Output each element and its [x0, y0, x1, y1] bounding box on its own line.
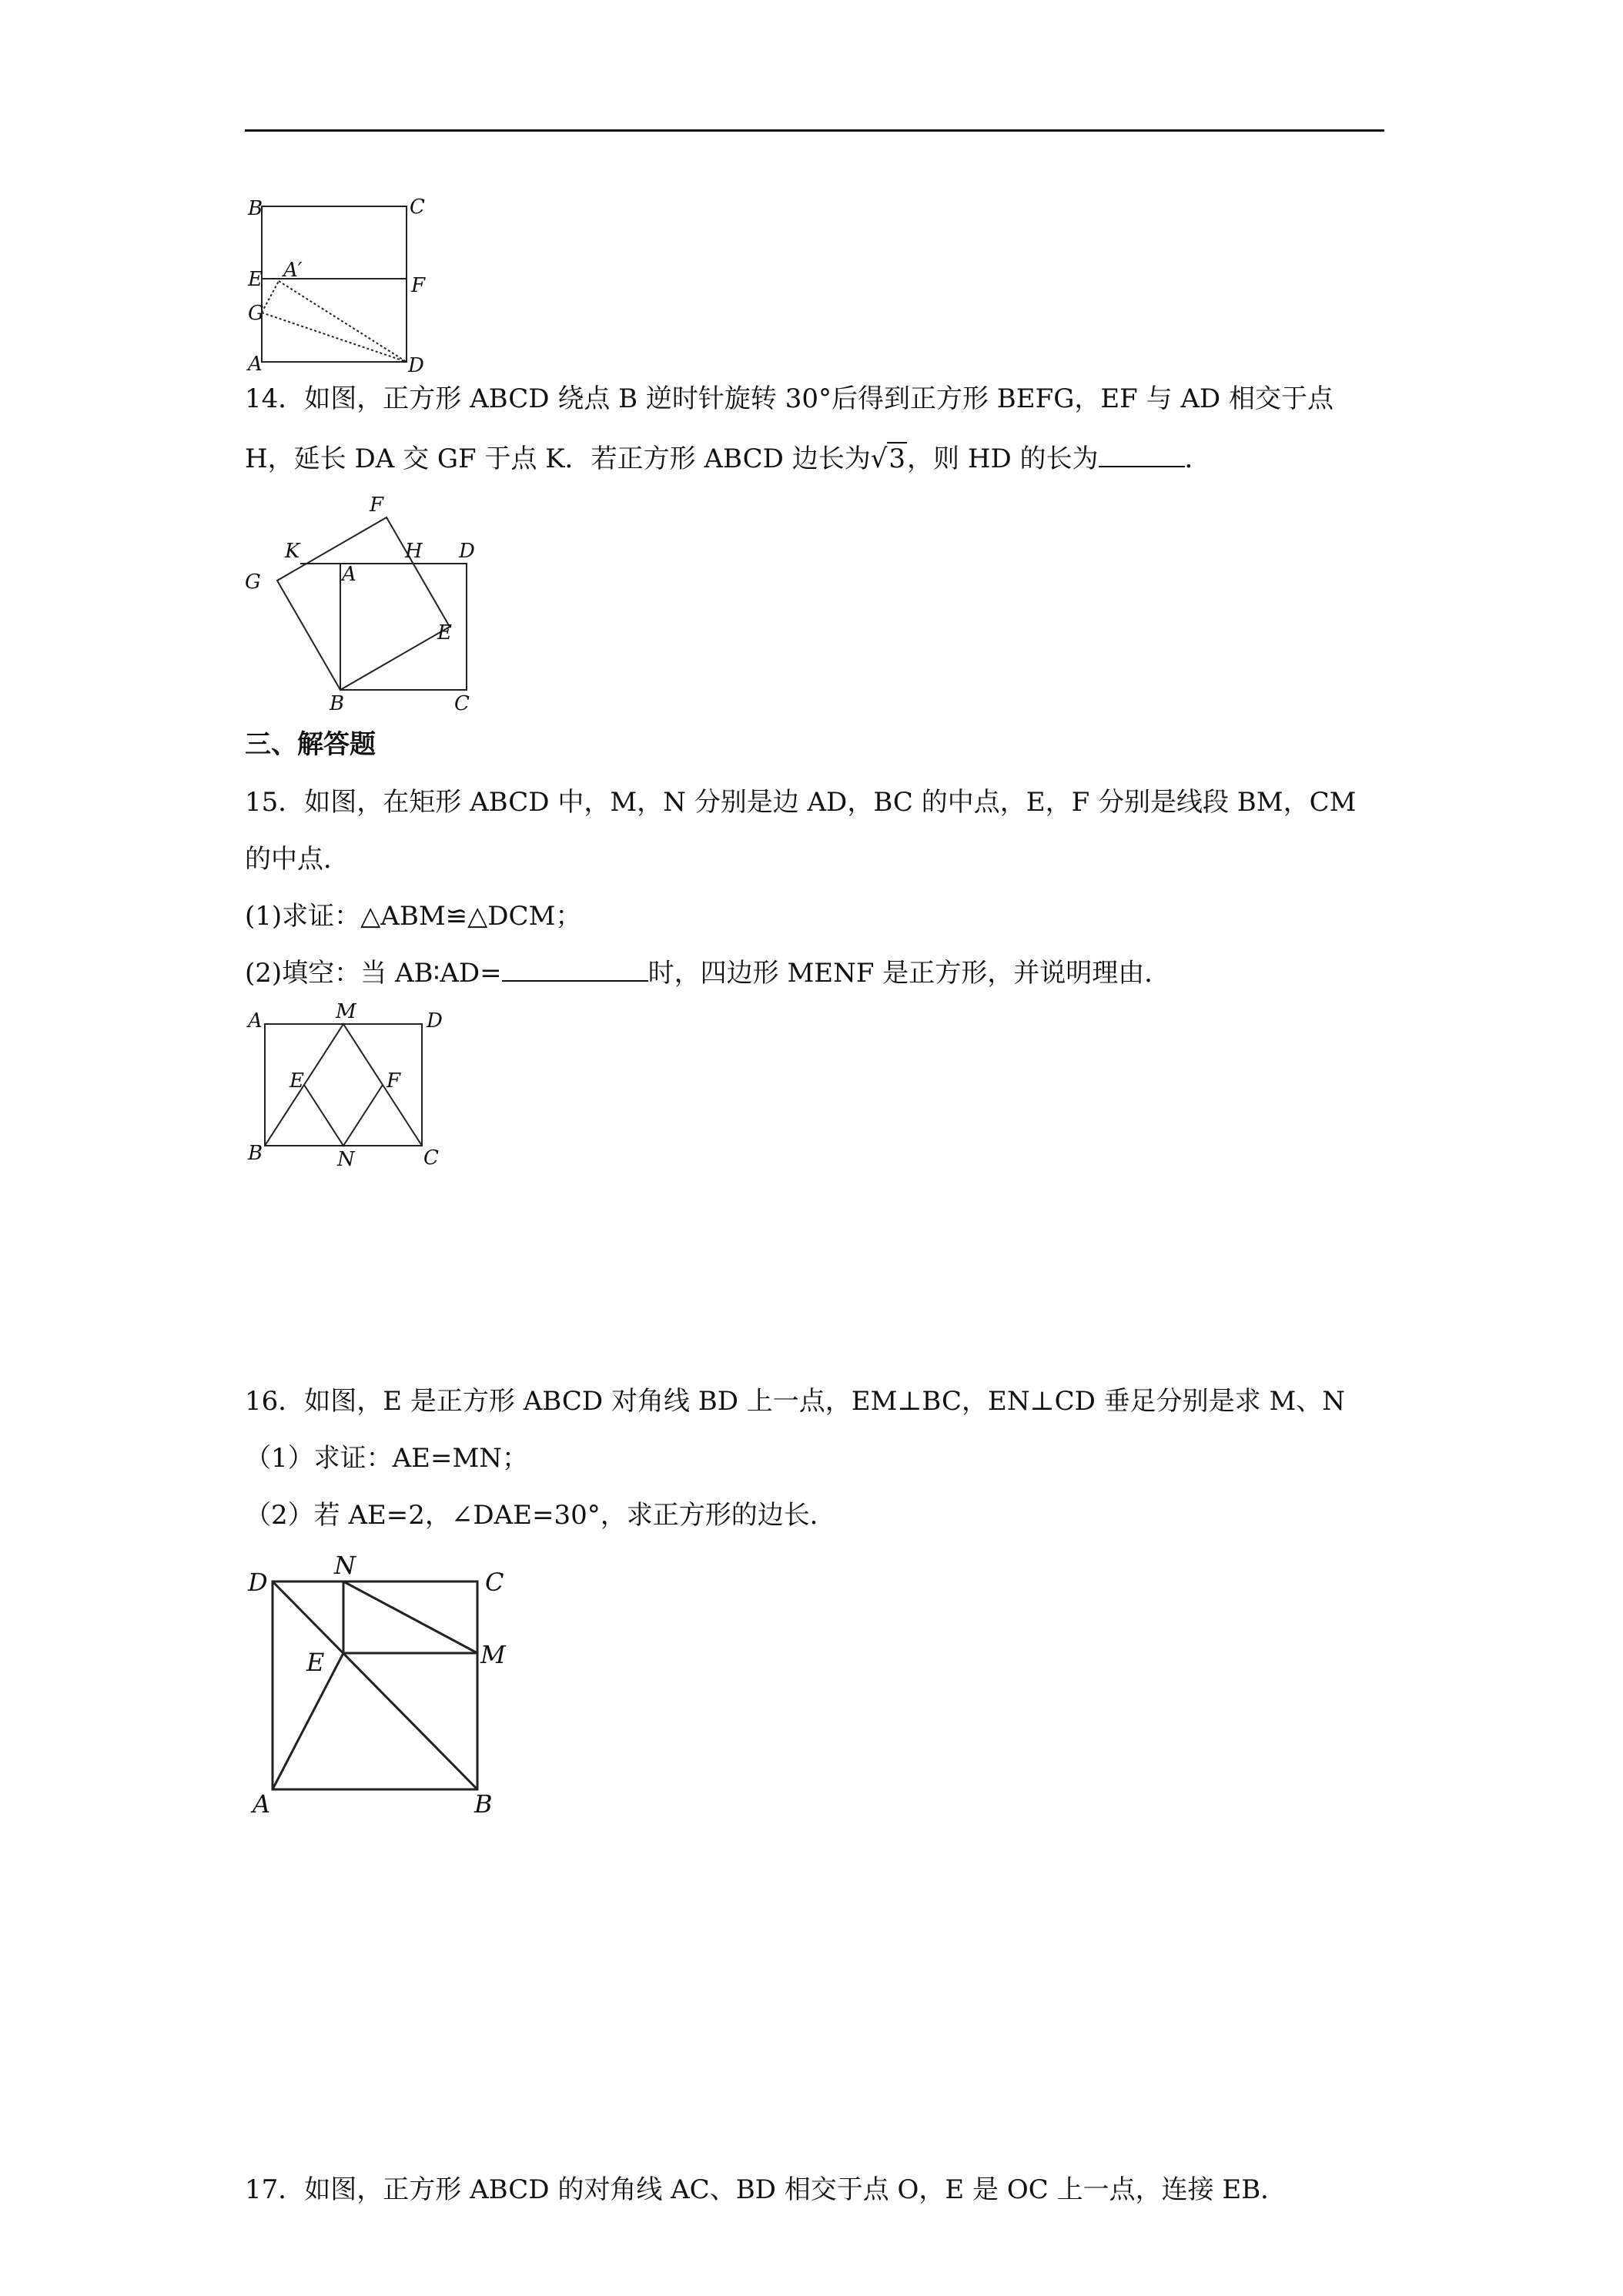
label-d: D — [408, 354, 424, 377]
label-a: A — [248, 1009, 263, 1033]
q16-line-1: 16．如图，E 是正方形 ABCD 对角线 BD 上一点，EM⊥BC，EN⊥CD 垂足分别是求 M、N — [245, 1386, 1346, 1417]
q14-line-2 — [245, 442, 1211, 476]
label-f: F — [411, 274, 426, 297]
figure-q13 — [245, 196, 445, 377]
label-c: C — [423, 1146, 439, 1170]
label-m: M — [336, 1000, 356, 1023]
answer-blank-q15[interactable] — [502, 957, 648, 982]
square-befg — [277, 517, 450, 690]
q16-part-2: （2）若 AE=2，∠DAE=30°，求正方形的边长． — [245, 1500, 836, 1531]
label-d: D — [427, 1009, 443, 1033]
figure-q16 — [245, 1548, 522, 1817]
label-g: G — [245, 571, 261, 594]
answer-blank-q14[interactable] — [1099, 443, 1185, 467]
sqrt-radicand: 3 — [888, 443, 906, 474]
segments-en-nf — [304, 1085, 383, 1146]
q17-line-1: 17．如图，正方形 ABCD 的对角线 AC、BD 相交于点 O，E 是 OC 上一点，连接 EB． — [245, 2174, 1287, 2205]
label-k: K — [285, 540, 300, 563]
label-f: F — [370, 494, 384, 517]
label-g: G — [248, 302, 264, 325]
label-a: A — [253, 1789, 271, 1819]
figure-q15 — [245, 1001, 445, 1178]
segment-a1d — [279, 281, 407, 362]
diagonal-bd — [273, 1581, 477, 1789]
label-a: A — [248, 353, 263, 376]
label-b: B — [248, 197, 263, 220]
sqrt-3 — [871, 442, 907, 476]
q16-part-1: （1）求证：AE=MN； — [245, 1443, 529, 1474]
section-3-heading: 三、解答题 — [245, 729, 376, 760]
label-c: C — [454, 692, 470, 715]
label-n: N — [334, 1551, 356, 1580]
label-b: B — [330, 692, 345, 715]
label-c: C — [485, 1568, 504, 1597]
q15-part-1: (1)求证：△ABM≌△DCM； — [245, 901, 582, 932]
label-a-prime: A′ — [283, 259, 303, 282]
label-b: B — [474, 1789, 493, 1819]
label-a: A — [342, 563, 356, 586]
label-c: C — [410, 196, 425, 219]
label-h: H — [405, 540, 423, 563]
segment-nm — [343, 1581, 477, 1653]
label-m: M — [480, 1640, 506, 1669]
q15-part-2-post: 时，四边形 MENF 是正方形，并说明理由． — [648, 958, 1171, 989]
label-e: E — [248, 268, 263, 291]
header-rule — [245, 129, 1384, 132]
q15-line-1: 15．如图，在矩形 ABCD 中，M，N 分别是边 AD，BC 的中点，E，F 分别是线段 BM，CM — [245, 787, 1357, 818]
segment-ga1 — [262, 281, 279, 313]
sqrt-sign: √ — [870, 443, 888, 474]
label-f: F — [387, 1069, 401, 1093]
q14-line-2-end: ． — [1184, 443, 1211, 474]
label-b: B — [248, 1142, 263, 1165]
label-e: E — [289, 1069, 304, 1093]
q14-line-1: 14．如图，正方形 ABCD 绕点 B 逆时针旋转 30°后得到正方形 BEFG，EF 与 AD 相交于点 — [245, 383, 1334, 414]
label-n: N — [337, 1148, 355, 1171]
q15-line-2: 的中点． — [245, 844, 350, 875]
label-e: E — [437, 621, 452, 644]
q15-part-2-pre: (2)填空：当 AB∶AD= — [245, 958, 502, 989]
q15-part-2 — [245, 956, 1170, 990]
label-d: D — [248, 1568, 268, 1597]
segment-gd — [262, 313, 407, 362]
q14-line-2-post: ，则 HD 的长为 — [907, 443, 1099, 474]
label-d: D — [459, 540, 475, 563]
label-e: E — [306, 1648, 325, 1677]
figure-q14 — [245, 493, 522, 716]
q14-line-2-pre: H，延长 DA 交 GF 于点 K．若正方形 ABCD 边长为 — [245, 443, 871, 474]
